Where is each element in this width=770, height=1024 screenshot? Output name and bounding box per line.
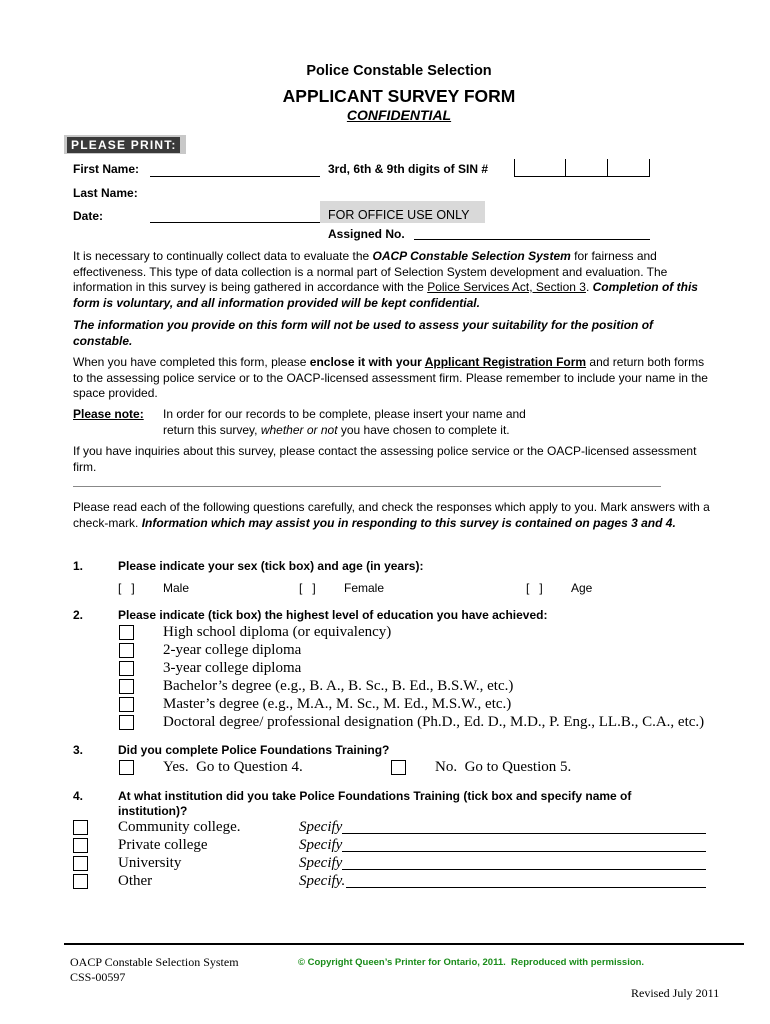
education-checkbox[interactable] bbox=[119, 679, 134, 694]
footer-rule bbox=[64, 943, 744, 945]
institution-checkbox[interactable] bbox=[73, 820, 88, 835]
inquiries-paragraph: If you have inquiries about this survey, please contact the assessing police service or the OACP-licensed assessment firm. bbox=[73, 444, 697, 474]
sin-divider bbox=[565, 159, 566, 176]
female-checkbox[interactable]: [ ] bbox=[299, 581, 316, 595]
q1-number: 1. bbox=[73, 559, 84, 573]
education-option: Doctoral degree/ professional designation (Ph.D., Ed. D., M.D., P. Eng., LL.B., C.A., etc.) bbox=[163, 714, 705, 730]
education-option: High school diploma (or equivalency) bbox=[163, 624, 392, 640]
age-label: Age bbox=[571, 581, 593, 595]
footer-system: OACP Constable Selection System bbox=[70, 955, 239, 969]
specify-label: Specify bbox=[299, 855, 343, 871]
education-checkbox[interactable] bbox=[119, 661, 134, 676]
confidential-label: CONFIDENTIAL bbox=[346, 107, 452, 123]
please-note-text: In order for our records to be complete, please insert your name and return this survey, whether or not you have chosen to complete it. bbox=[163, 407, 526, 437]
please-print-label: PLEASE PRINT: bbox=[67, 137, 180, 153]
instructions-paragraph: Please read each of the following questions carefully, and check the responses which apply to you. Mark answers with a check-mark. Information which may assist you in responding to this survey is contained on pages 3 and 4. bbox=[73, 500, 710, 530]
last-name-label: Last Name: bbox=[73, 186, 138, 200]
footer-copyright: © Copyright Queen’s Printer for Ontario, 2011. Reproduced with permission. bbox=[298, 957, 645, 968]
first-name-label: First Name: bbox=[73, 162, 140, 176]
sin-label: 3rd, 6th & 9th digits of SIN # bbox=[328, 162, 489, 176]
footer-revised: Revised July 2011 bbox=[631, 986, 720, 1000]
office-use-box: FOR OFFICE USE ONLY bbox=[320, 201, 485, 223]
q3-number: 3. bbox=[73, 743, 84, 757]
specify-label: Specify bbox=[299, 819, 343, 835]
intro-paragraph: It is necessary to continually collect data to evaluate the OACP Constable Selection System for fairness and effectiveness. This type of data collection is a normal part of Selection System development and evaluation. The information in this survey is being gathered in accordance with the Police Services Act, Section 3. Completion of this form is voluntary, and all information provided will be kept confidential. bbox=[73, 249, 698, 310]
institution-checkbox[interactable] bbox=[73, 874, 88, 889]
section-divider bbox=[73, 486, 661, 487]
first-name-input[interactable] bbox=[150, 176, 320, 177]
footer-code: CSS-00597 bbox=[70, 970, 126, 984]
q1-text: Please indicate your sex (tick box) and age (in years): bbox=[118, 559, 424, 573]
education-checkbox[interactable] bbox=[119, 643, 134, 658]
q2-number: 2. bbox=[73, 608, 84, 622]
specify-input[interactable] bbox=[342, 833, 706, 834]
male-checkbox[interactable]: [ ] bbox=[118, 581, 135, 595]
institution-checkbox[interactable] bbox=[73, 838, 88, 853]
institution-option: University bbox=[118, 855, 182, 871]
education-option: 3-year college diploma bbox=[163, 660, 302, 676]
please-note-label: Please note: bbox=[73, 407, 144, 421]
form-subtitle: Police Constable Selection bbox=[306, 63, 492, 79]
institution-option: Private college bbox=[118, 837, 208, 853]
education-checkbox[interactable] bbox=[119, 715, 134, 730]
q3-text: Did you complete Police Foundations Training? bbox=[118, 743, 390, 757]
q3-no-label: No. Go to Question 5. bbox=[435, 759, 572, 775]
education-checkbox[interactable] bbox=[119, 625, 134, 640]
education-option: 2-year college diploma bbox=[163, 642, 302, 658]
q3-yes-label: Yes. Go to Question 4. bbox=[163, 759, 303, 775]
female-label: Female bbox=[344, 581, 385, 595]
male-label: Male bbox=[163, 581, 190, 595]
specify-label: Specify. bbox=[299, 873, 346, 889]
sin-divider bbox=[607, 159, 608, 176]
assigned-no-input bbox=[414, 239, 650, 240]
specify-label: Specify bbox=[299, 837, 343, 853]
education-option: Master’s degree (e.g., M.A., M. Sc., M. Ed., M.S.W., etc.) bbox=[163, 696, 512, 712]
form-title: APPLICANT SURVEY FORM bbox=[282, 86, 516, 106]
q3-yes-checkbox[interactable] bbox=[119, 760, 134, 775]
assigned-no-label: Assigned No. bbox=[328, 227, 405, 241]
q3-no-checkbox[interactable] bbox=[391, 760, 406, 775]
institution-option: Other bbox=[118, 873, 153, 889]
specify-input[interactable] bbox=[342, 851, 706, 852]
q2-text: Please indicate (tick box) the highest level of education you have achieved: bbox=[118, 608, 548, 622]
institution-checkbox[interactable] bbox=[73, 856, 88, 871]
date-input[interactable] bbox=[150, 222, 320, 223]
age-input[interactable]: [ ] bbox=[526, 581, 543, 595]
return-instructions: When you have completed this form, please enclose it with your Applicant Registration Form and return both forms to the assessing police service or to the OACP-licensed assessment firm. Please remember to include your name in the space provided. bbox=[73, 355, 708, 400]
specify-input[interactable] bbox=[346, 887, 706, 888]
specify-input[interactable] bbox=[342, 869, 706, 870]
institution-option: Community college. bbox=[118, 819, 241, 835]
education-option: Bachelor’s degree (e.g., B. A., B. Sc., B. Ed., B.S.W., etc.) bbox=[163, 678, 514, 694]
date-label: Date: bbox=[73, 209, 104, 223]
suitability-notice: The information you provide on this form will not be used to assess your suitability for the position of constable. bbox=[73, 318, 654, 348]
education-checkbox[interactable] bbox=[119, 697, 134, 712]
sin-digit-boxes[interactable] bbox=[514, 159, 650, 177]
q4-number: 4. bbox=[73, 789, 84, 803]
q4-text: At what institution did you take Police Foundations Training (tick box and specify name of institution)? bbox=[118, 789, 632, 818]
